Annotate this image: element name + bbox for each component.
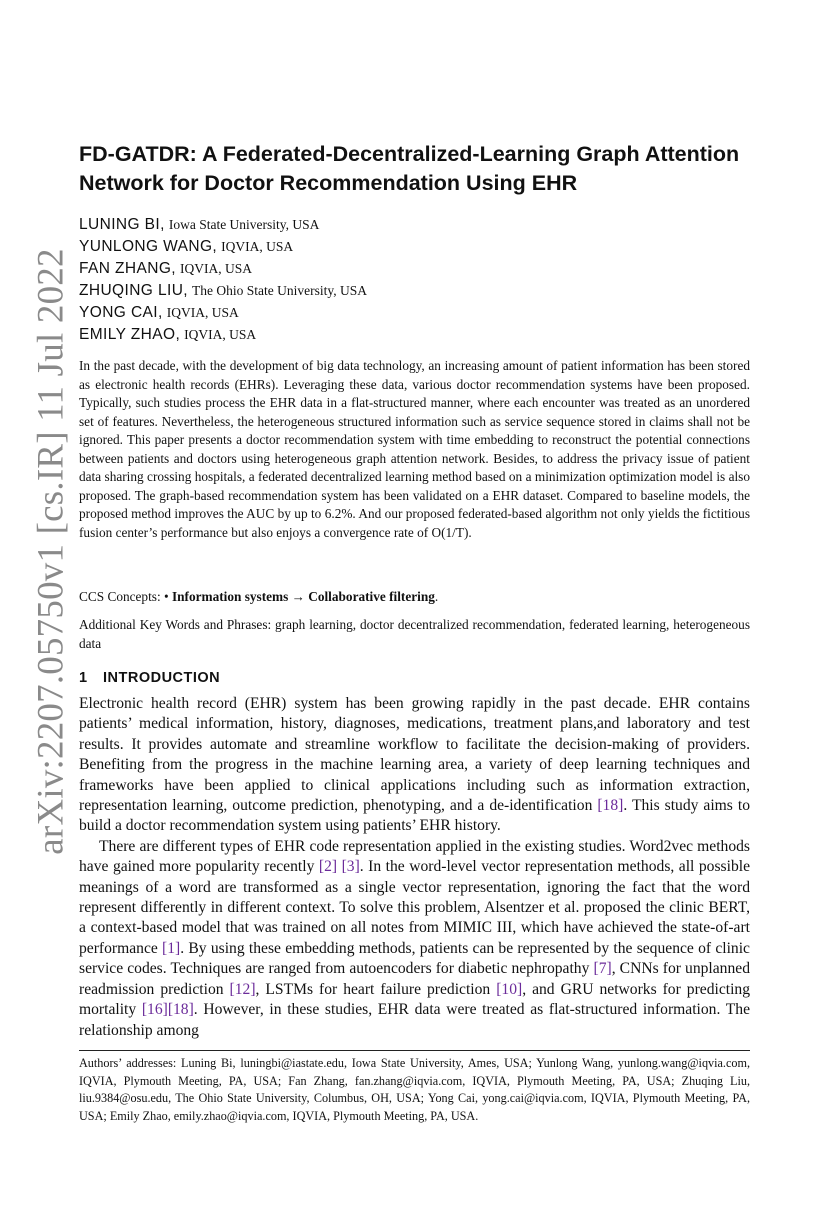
author-entry <box>79 280 750 302</box>
paragraph-text: , and GRU networks for predicting mortality <box>79 980 750 1019</box>
paragraph <box>79 694 750 837</box>
citation-link[interactable]: [12] <box>229 980 256 998</box>
paper-title: FD-GATDR: A Federated-Decentralized-Learning Graph Attention Network for Doctor Recommendation Using EHR <box>79 142 740 195</box>
author-entry <box>79 324 750 346</box>
ccs-end: . <box>434 589 439 604</box>
citation-link[interactable]: [10] <box>496 980 523 998</box>
author-affiliation: Iowa State University, USA <box>168 217 320 232</box>
citation-link[interactable]: [18] <box>167 1001 194 1019</box>
author-name: YONG CAI, <box>79 304 163 321</box>
section-title: INTRODUCTION <box>103 670 221 686</box>
section-heading <box>79 670 750 686</box>
paragraph-text: . In the word-level vector representation methods, all possible meanings of a word are transformed as a single vector representation, ignoring the fact that the word represent differently in different context. To solve this problem, Alsentzer et al. proposed the clinic BERT, a context-based model that was trained on all notes from MIMIC III, which have achieved the state-of-art performance <box>79 858 750 957</box>
author-affiliation: IQVIA, USA <box>166 305 239 320</box>
ccs-concept: Information systems → Collaborative filtering <box>171 589 435 604</box>
footnote-divider <box>79 1050 750 1051</box>
arxiv-identifier <box>14 247 88 855</box>
ccs-label: CCS Concepts: <box>79 589 164 604</box>
citation-link[interactable]: [2] <box>318 858 338 876</box>
paragraph <box>79 837 750 1041</box>
author-name: EMILY ZHAO, <box>79 326 181 343</box>
author-entry <box>79 302 750 324</box>
author-list <box>79 214 750 346</box>
author-affiliation: IQVIA, USA <box>221 239 294 254</box>
introduction-body <box>79 694 750 1041</box>
paragraph-text: , LSTMs for heart failure prediction <box>255 980 497 998</box>
paragraph-text: . By using these embedding methods, patients can be represented by the sequence of clinic service codes. Techniques are ranged from autoencoders for diabetic nephropathy <box>79 939 750 978</box>
paragraph-text: There are different types of EHR code representation applied in the existing studies. Word2vec methods have gained more popularity recently <box>79 837 750 876</box>
citation-link[interactable]: [3] <box>341 858 360 876</box>
paragraph-text: . However, in these studies, EHR data were treated as flat-structured information. The relationship among <box>79 1001 750 1039</box>
paragraph-text: Electronic health record (EHR) system has been growing rapidly in the past decade. EHR contains patients’ medical information, history, diagnoses, medications, treatment plans,and laboratory and test results. It provides automate and streamline workflow to facilitate the decision-making of providers. Benefiting from the progress in the machine learning area, a variety of deep learning techniques and frameworks have been applied to clinical applications including such as information extraction, representation learning, outcome prediction, phenotyping, and a de-identification <box>79 695 750 815</box>
author-affiliation: IQVIA, USA <box>184 327 257 342</box>
citation-link[interactable]: [16] <box>141 1001 168 1019</box>
author-affiliation: IQVIA, USA <box>180 261 253 276</box>
author-affiliation: The Ohio State University, USA <box>192 283 367 298</box>
ccs-bullet: • <box>163 589 172 604</box>
arxiv-identifier-text: arXiv:2207.05750v1 [cs.IR] 11 Jul 2022 <box>30 247 72 855</box>
ccs-concepts <box>79 588 750 607</box>
author-entry <box>79 214 750 236</box>
keywords: Additional Key Words and Phrases: graph learning, doctor decentralized recommendation, federated learning, heterogeneous data <box>79 617 750 651</box>
section-number: 1 <box>79 670 88 686</box>
author-name: LUNING BI, <box>79 216 165 233</box>
author-name: ZHUQING LIU, <box>79 282 189 299</box>
author-entry <box>79 258 750 280</box>
author-name: YUNLONG WANG, <box>79 238 218 255</box>
abstract: In the past decade, with the development of big data technology, an increasing amount of patient information has been stored as electronic health records (EHRs). Leveraging these data, various doctor recommendation systems have been proposed. Typically, such studies process the EHR data in a flat-structured manner, where each encounter was treated as an unordered set of features. Nevertheless, the heterogeneous structured information such as service sequence stored in claims shall not be ignored. This paper presents a doctor recommendation system with time embedding to reconstruct the potential connections between patients and doctors using heterogeneous graph attention network. Besides, to address the privacy issue of patient data sharing crossing hospitals, a federated decentralized learning method based on a minimization optimization model is also proposed. The graph-based recommendation system has been validated on a EHR dataset. Compared to baseline models, the proposed method improves the AUC by up to 6.2%. And our proposed federated-based algorithm not only yields the fictitious fusion center’s performance but also enjoys a convergence rate of O(1/T). <box>79 358 750 540</box>
paragraph-text: . This study aims to build a doctor recommendation system using patients’ EHR history. <box>79 797 750 835</box>
author-name: FAN ZHANG, <box>79 260 177 277</box>
author-addresses-footnote: Authors’ addresses: Luning Bi, luningbi@iastate.edu, Iowa State University, Ames, USA; Yunlong Wang, yunlong.wang@iqvia.com, IQVIA, Plymouth Meeting, PA, USA; Fan Zhang, fan.zhang@iqvia.com, IQVIA, Plymouth Meeting, PA, USA; Zhuqing Liu, liu.9384@osu.edu, The Ohio State University, Columbus, OH, USA; Yong Cai, yong.cai@iqvia.com, IQVIA, Plymouth Meeting, PA, USA; Emily Zhao, emily.zhao@iqvia.com, IQVIA, Plymouth Meeting, PA, USA. <box>79 1056 750 1123</box>
author-entry <box>79 236 750 258</box>
citation-link[interactable]: [7] <box>593 960 612 978</box>
citation-link[interactable]: [18] <box>597 797 624 815</box>
paragraph-text: , CNNs for unplanned readmission prediction <box>79 960 750 998</box>
citation-link[interactable]: [1] <box>162 939 181 957</box>
